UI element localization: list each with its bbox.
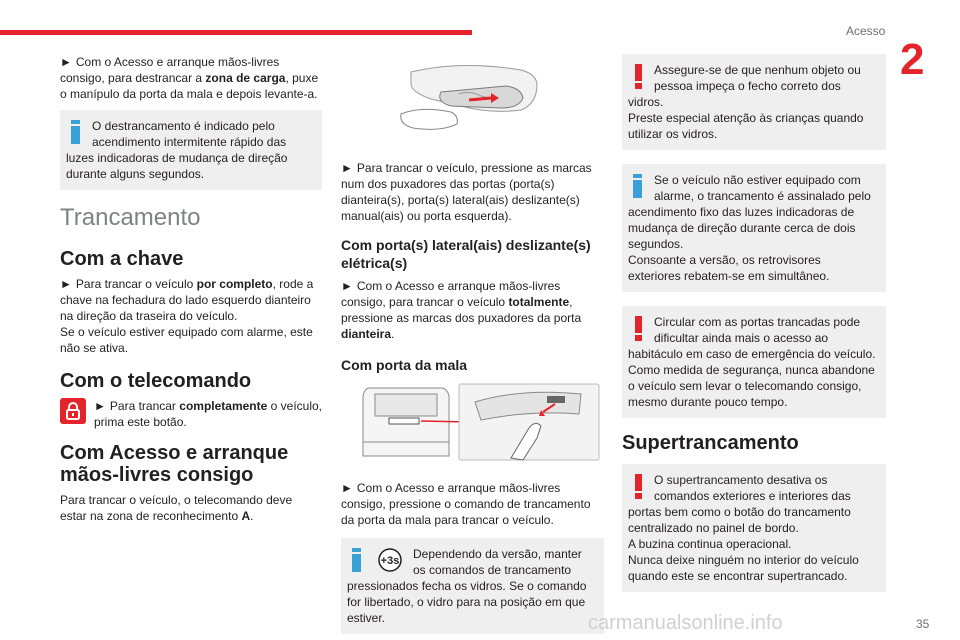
info-icon xyxy=(66,118,88,148)
tailgate-illustration xyxy=(341,380,604,464)
warning-box-windows: Assegure-se de que nenhum objeto ou pessoa impeça o fecho correto dos vidros. Preste especial atenção às crianças quando utilizar os vidros. xyxy=(622,54,886,150)
info-box-alarm: Se o veículo não estiver equipado com alarme, o trancamento é assinalado pelo acendimento fixo das luzes indicadoras de mudança de direção durante cerca de dois segundos. Consoante a versão, os retrovisores exteriores rebatem-se em simultâneo. xyxy=(622,164,886,292)
hold-3-seconds-icon xyxy=(373,548,407,572)
info-icon xyxy=(347,546,369,576)
column-1 xyxy=(60,54,322,532)
info-box-unlock: O destrancamento é indicado pelo acendimento intermitente rápido das luzes indicadoras de mudança de direção durante alguns segundos. xyxy=(60,110,322,190)
paragraph-tailgate: ► Com o Acesso e arranque mãos-livres consigo, pressione o comando de trancamento da porta da mala para trancar o veículo. xyxy=(341,481,591,527)
paragraph-unlock-cargo: ► Com o Acesso e arranque mãos-livres consigo, para destrancar a zona de carga, puxe o manípulo da porta da mala e depois levante-a. xyxy=(60,55,319,101)
arrow-right-icon: ► xyxy=(94,399,106,413)
heading-com-telecomando: Com o telecomando xyxy=(60,370,252,392)
heading-trancamento: Trancamento xyxy=(60,204,201,231)
column-2 xyxy=(341,54,604,640)
page-number: 35 xyxy=(916,617,930,631)
warning-box-deadlock: O supertrancamento desativa os comandos exteriores e interiores das portas bem como o botão do trancamento centralizado no painel de bordo. A buzina continua operacional. Nunca deixe ninguém no interior do veículo quando este se encontrar supertrancado. xyxy=(622,464,886,592)
warning-icon xyxy=(628,472,650,502)
column-3 xyxy=(622,54,886,606)
remote-lock-line: ► Para trancar completamente o veículo, prima este botão. xyxy=(60,398,322,430)
door-handle-illustration xyxy=(341,54,604,144)
section-title: Acesso xyxy=(846,24,886,38)
warning-icon xyxy=(628,314,650,344)
padlock-icon xyxy=(60,398,86,424)
info-icon xyxy=(628,172,650,202)
arrow-right-icon: ► xyxy=(60,55,72,69)
heading-supertrancamento: Supertrancamento xyxy=(622,432,799,454)
paragraph-key-alarm: Se o veículo estiver equipado com alarme, este não se ativa. xyxy=(60,325,313,355)
arrow-right-icon: ► xyxy=(341,161,353,175)
heading-porta-deslizante: Com porta(s) lateral(ais) deslizante(s) elétrica(s) xyxy=(341,237,591,271)
warning-icon xyxy=(628,62,650,92)
warning-box-emergency: Circular com as portas trancadas pode dificultar ainda mais o acesso ao habitáculo em caso de emergência do veículo. Como medida de segurança, nunca abandone o veículo sem levar o telecomando consigo, mesmo durante pouco tempo. xyxy=(622,306,886,418)
arrow-right-icon: ► xyxy=(60,277,72,291)
heading-porta-mala: Com porta da mala xyxy=(341,357,468,373)
info-box-windows: +3s Dependendo da versão, manter os comandos de trancamento pressionados fecha os vidros. Se o comando for libertado, o vidro para na posição em que estiver. xyxy=(341,538,604,634)
watermark: carmanualsonline.info xyxy=(588,612,783,634)
paragraph-key: ► Para trancar o veículo por completo, rode a chave na fechadura do lado esquerdo dianteiro na direção da traseira do veículo. xyxy=(60,277,314,323)
arrow-right-icon: ► xyxy=(341,481,353,495)
heading-com-chave: Com a chave xyxy=(60,248,184,270)
arrow-right-icon: ► xyxy=(341,279,353,293)
paragraph-sliding-door: ► Com o Acesso e arranque mãos-livres consigo, para trancar o veículo totalmente, pressione as marcas dos puxadores da porta dianteira. xyxy=(341,279,582,341)
badge-3s-label: +3s xyxy=(380,555,400,567)
paragraph-handsfree: Para trancar o veículo, o telecomando deve estar na zona de reconhecimento A. xyxy=(60,493,293,523)
chapter-number: 2 xyxy=(900,35,925,84)
header-accent-bar xyxy=(0,30,472,35)
paragraph-lock-handles: ► Para trancar o veículo, pressione as marcas num dos puxadores das portas (porta(s) dianteira(s), porta(s) lateral(ais) deslizante(s) manual(ais) ou porta esquerda). xyxy=(341,161,592,223)
heading-acesso-maos-livres: Com Acesso e arranque mãos-livres consigo xyxy=(60,442,289,486)
